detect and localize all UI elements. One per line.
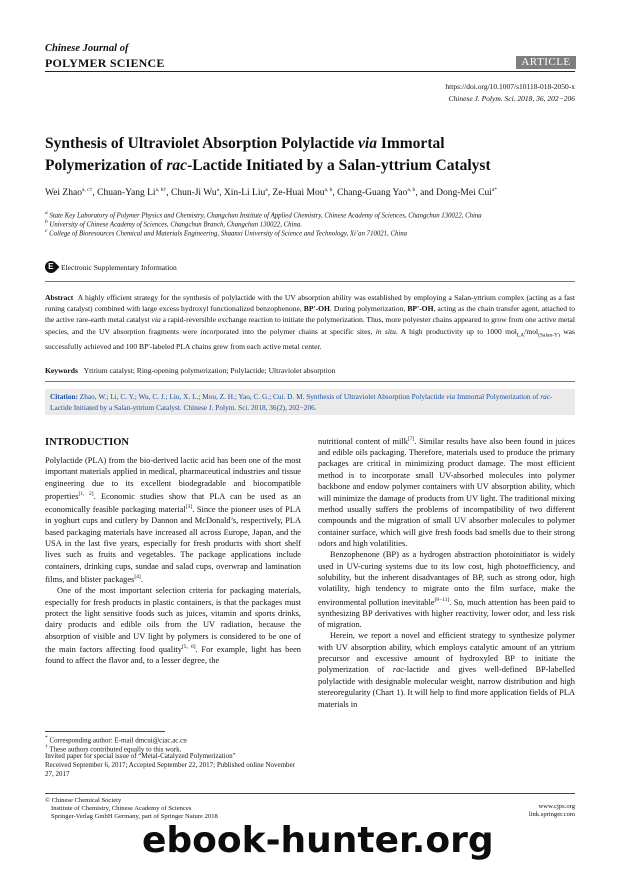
citation-link[interactable]: Citation: Zhao, W.; Li, C. Y.; Wu, C. J.; Liu, X. L.; Mou, Z. H.; Yao, C. G.; Cui. D. M. Synthesis of Ultraviolet Absorption Polylactide via Immortal Polymerization of rac-Lactide Initiated by a Salan-yttrium Catalyst. Chinese J. Polym. Sci. 2018, 36(2), 202−206. [50, 392, 553, 412]
springer-link[interactable]: link.springer.com [528, 811, 575, 819]
intro-paragraph-2: One of the most important selection criteria for packaging materials, especially for fresh products in plastic containers, is that the packages must protect the light sensitive foods such as juices, vitamin and sports drinks, dairy products and edible oils from the UV radiation, because the absorption of visible and UV light by polymers is considered to be one of the main factors affecting food quality[5, 6]. For example, light has been found to affect the flavor and, to a lesser degree, the [45, 586, 301, 666]
abstract: Abstract A highly efficient strategy for the synthesis of polylactide with the UV absorption ability was established by employing a Salan-yttrium complex (acting as a fast runing catalyst) combined with large excess hydroxyl functionalized benzophenone, BP'-OH. During polymerization, BP'-OH, acting as the chain transfer agent, attached to the active rare-earth metal catalyst via a rapid-reversible exchange reaction to initiate the polymerization. Thus, more polyester chains appeared to grow from one active metal species, and the UV absorption fragments were incorporated into the polymer chains at specific sites, in situ. A high productivity up to 1000 mol$_{LA}$/mol$_{(Salan-Y)}$ was successfully achieved and 100 BP'-labeled PLA chains grew from each active metal center. [45, 293, 575, 352]
footnote-equal-contribution: † These authors contributed equally to this work. [45, 744, 182, 754]
journal-subtitle: POLYMER SCIENCE [45, 56, 165, 70]
footnote-rule [45, 731, 165, 732]
section-heading-introduction: INTRODUCTION [45, 437, 130, 448]
publisher-info: © Chinese Chemical Society Institute of Chemistry, Chinese Academy of Sciences Springer-Verlag GmbH Germany, part of Springer Nature 2018 [45, 797, 218, 821]
intro-paragraph-4: Benzophenone (BP) as a hydrogen abstraction photoinitiator is widely used in UV-curing systems due to its low cost, high photoefficiency, and solubility, but the inherent disadvantages of BP, such as strong odor, high volatility, high tendency to migrate onto the film surface, make the environmental pollution inevitable[8−11]. So, much attention has been paid to synthesizing BP derivatives with higher reactivity, lower odor, and less risk of migration. [318, 550, 575, 630]
intro-paragraph-5: Herein, we report a novel and efficient strategy to synthesize polymer with UV absorption ability, which employs catalytic amount of an yttrium precursor and excessive amount of hydroxyled BP to initiate the polymerization of rac-lactide and gives well-defined BP-labelled polylactide with designable molecular weight, narrow distribution and high stereoregularity (Chart 1). It will help to find more application fields of PLA materials in [318, 631, 575, 709]
intro-paragraph-1: Polylactide (PLA) from the bio-derived lactic acid has been one of the most important materials applied in medical, pharmaceutical industries and tissue engineering due to its excellent biodegradable and biocompatible properties[1, 2]. Economic studies show that PLA can be used as an economically feasible packaging material[3]. Since the pioneer uses of PLA in yoghurt cups and cutlery by Dannon and McDonald’s, respectively, PLA based packaging materials have increased all across Europe, Japan, and the USA in the last five years, especially for fresh products with short shelf lives such as fruits and vegetables. The package applications include containers, drinking cups, sundae and salad cups, overwrap and lamination films, and blister packages[4]. [45, 456, 301, 584]
affiliation-c: $^c$ College of Bioresources Chemical and Materials Engineering, Shaanxi University of Science and Technology, Xi’an 710021, China [45, 228, 408, 238]
esm-label: Electronic Supplementary Information [61, 262, 177, 272]
article-badge: ARTICLE [516, 56, 576, 69]
publisher-links [529, 803, 575, 819]
footer-rule [45, 793, 575, 794]
keywords: Keywords Yttrium catalyst; Ring-opening polymerization; Polylactide; Ultraviolet absorption [45, 366, 336, 375]
header-rule [45, 71, 575, 72]
supplementary-icon: E [43, 259, 60, 276]
body-column-left [45, 455, 301, 666]
watermark: ebook-hunter.org [142, 820, 494, 861]
body-column-right [318, 434, 575, 710]
footnote-corresponding: * Corresponding author: E-mail dmcui@ciac.ac.cn [45, 735, 187, 745]
affiliation-a: $^a$ State Key Laboratory of Polymer Physics and Chemistry, Changchun Institute of Applied Chemistry, Chinese Academy of Sciences, Changchun 130022, China [45, 210, 482, 220]
journal-citation-line: Chinese J. Polym. Sci. 2018, 36, 202−206 [448, 94, 575, 103]
cjps-link[interactable]: www.cjps.org [538, 803, 575, 810]
author-list: Wei Zhao$^{a, c\dagger}$, Chuan-Yang $Li^{a, b\dagger}$, Chun-Ji Wu$^a$, Xin-Li Liu$^a$, Ze-Huai Mou$^{a, b}$, Chang-Guang Yao$^{a, b}$, and Dong-Mei Cui$^{a*}$ [45, 187, 498, 199]
doi-link[interactable]: https://doi.org/10.1007/s10118-018-2050-x [445, 82, 575, 91]
footnote-special-issue: Invited paper for special issue of “Metal-Catalyzed Polymerization” [45, 752, 236, 760]
paper-title: Synthesis of Ultraviolet Absorption Polylactide via Immortal Polymerization of rac-Lactide Initiated by a Salan-yttrium Catalyst [45, 135, 491, 174]
intro-paragraph-3: nutritional content of milk[7]. Similar results have also been found in juices and edible oils packaging. Therefore, materials used to produce the primary packages are critical in minimizing product damage. The most efficient method is to incorporate small UV-absorbed molecules into polymer backbone and endow polymer containers with UV absorption ability, which will minimize the damage of products from UV light. The traditional mixing method usually suffers the problems of incompatibility of two different compounds and the migration of small UV absorber molecules to polymer container surface, which will give fresh foods bad smells due to their strong odors and high volatilities. [318, 436, 575, 548]
esm-link[interactable] [45, 261, 177, 273]
keywords-bottom-rule [45, 381, 575, 382]
journal-name: Chinese Journal of [45, 43, 129, 54]
footnote-dates: Received September 6, 2017; Accepted September 22, 2017; Published online November 27, 2017 [45, 761, 295, 779]
abstract-top-rule [45, 281, 575, 282]
affiliation-b: $^b$ University of Chinese Academy of Sciences, Changchun Branch, Changchun 130022, China. [45, 219, 302, 229]
